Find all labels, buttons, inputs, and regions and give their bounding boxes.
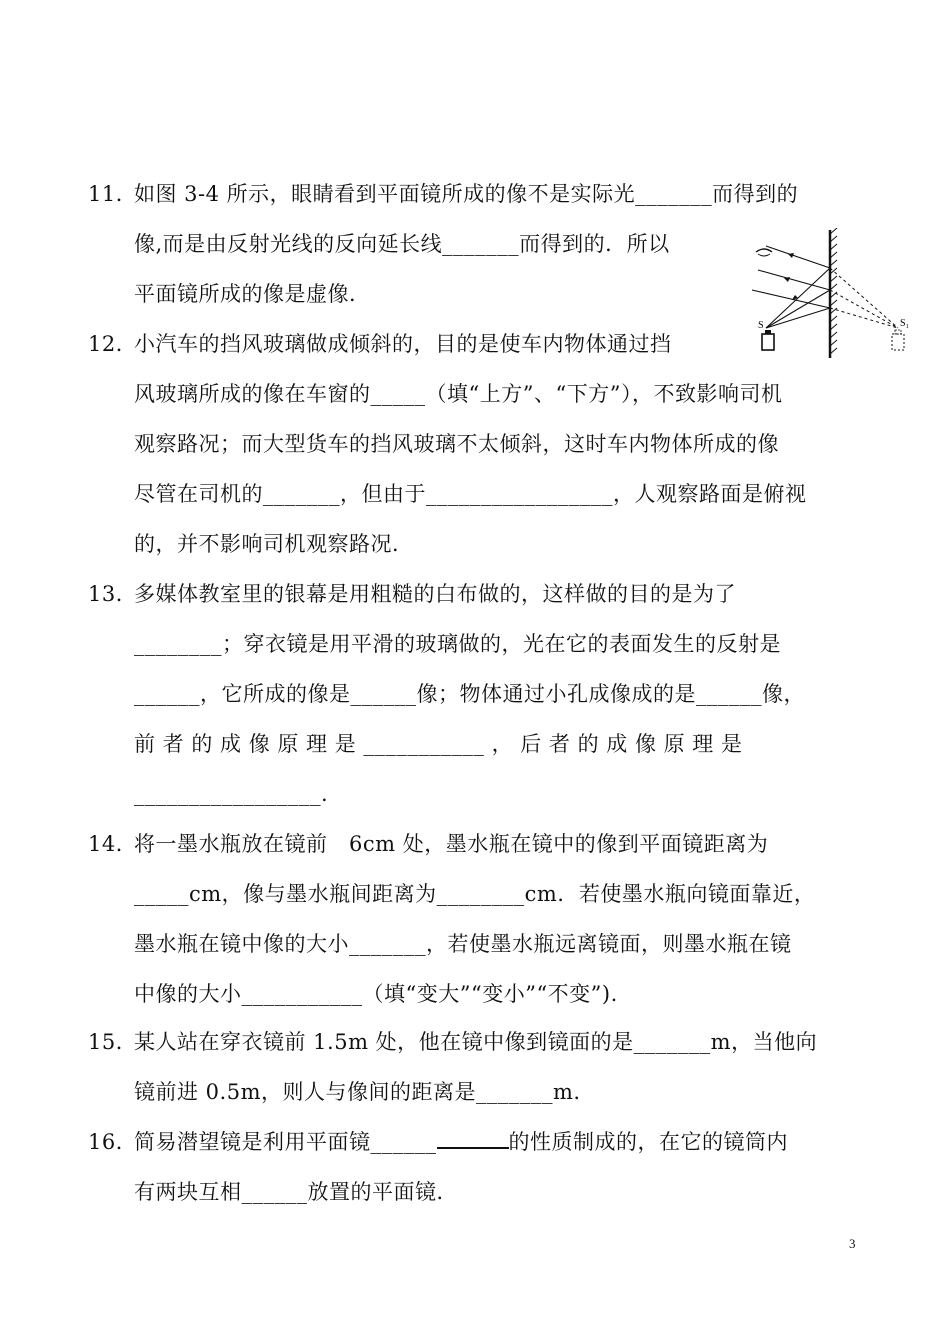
ink-bottle-image-icon <box>892 334 904 350</box>
label-s: S <box>758 320 764 331</box>
q16-number: 16． <box>88 1130 138 1154</box>
q13-line-3: ______，它所成的像是______像；物体通过小孔成像成的是______像， <box>134 682 805 706</box>
q13-line-2: ________；穿衣镜是用平滑的玻璃做的，光在它的表面发生的反射是 <box>134 632 781 656</box>
q13-line-4: 前 者 的 成 像 原 理 是 ___________ ， 后 者 的 成 像 原 理 是 <box>134 732 743 756</box>
q16-line-2: 有两块互相______放置的平面镜． <box>134 1180 458 1204</box>
eye-icon <box>756 249 772 252</box>
q14-line-3: 墨水瓶在镜中像的大小_______，若使墨水瓶远离镜面，则墨水瓶在镜 <box>134 932 792 956</box>
q11-number: 11． <box>88 182 138 206</box>
q15-line-1: 15．某人站在穿衣镜前 1.5m 处，他在镜中像到镜面的是_______m，当他向 <box>88 1027 817 1057</box>
q14-line-2: _____cm，像与墨水瓶间距离为________cm．若使墨水瓶向镜面靠近， <box>134 882 816 906</box>
figure-3-4-mirror-diagram <box>748 228 918 362</box>
q12-line-5: 的，并不影响司机观察路况． <box>134 532 414 556</box>
ink-bottle-object-icon <box>762 334 774 350</box>
q13-line-1: 13．多媒体教室里的银幕是用粗糙的白布做的，这样做的目的是为了 <box>88 579 736 609</box>
q15-number: 15． <box>88 1030 138 1054</box>
q14-line-1: 14．将一墨水瓶放在镜前 6cm 处，墨水瓶在镜中的像到平面镜距离为 <box>88 829 768 859</box>
q11-line-3: 平面镜所成的像是虚像． <box>134 282 371 306</box>
q12-line-2: 风玻璃所成的像在车窗的_____（填“上方”、“下方”），不致影响司机 <box>134 382 783 406</box>
q16-answer-blank <box>437 1129 509 1149</box>
q16-line-1: 16．简易潜望镜是利用平面镜______ 的性质制成的，在它的镜筒内 <box>88 1127 788 1157</box>
q11-line-1: 11．如图 3-4 所示，眼睛看到平面镜所成的像不是实际光_______而得到的 <box>88 179 798 209</box>
q12-line-4: 尽管在司机的_______，但由于_________________，人观察路面是俯视 <box>134 482 807 506</box>
q12-line-1: 12．小汽车的挡风玻璃做成倾斜的，目的是使车内物体通过挡 <box>88 329 672 359</box>
q14-line-4: 中像的大小___________（填“变大”“变小”“不变”). <box>134 982 618 1006</box>
q12-number: 12． <box>88 332 138 356</box>
q15-line-2: 镜前进 0.5m，则人与像间的距离是_______m. <box>134 1080 581 1104</box>
q14-number: 14． <box>88 832 138 856</box>
label-s1: S₁ <box>900 318 910 329</box>
q13-line-5: _________________. <box>134 782 329 806</box>
q11-line-2: 像,而是由反射光线的反向延长线_______而得到的．所以 <box>134 232 670 256</box>
q12-line-3: 观察路况；而大型货车的挡风玻璃不太倾斜，这时车内物体所成的像 <box>134 432 779 456</box>
page-number: 3 <box>849 1236 856 1251</box>
q13-number: 13． <box>88 582 138 606</box>
